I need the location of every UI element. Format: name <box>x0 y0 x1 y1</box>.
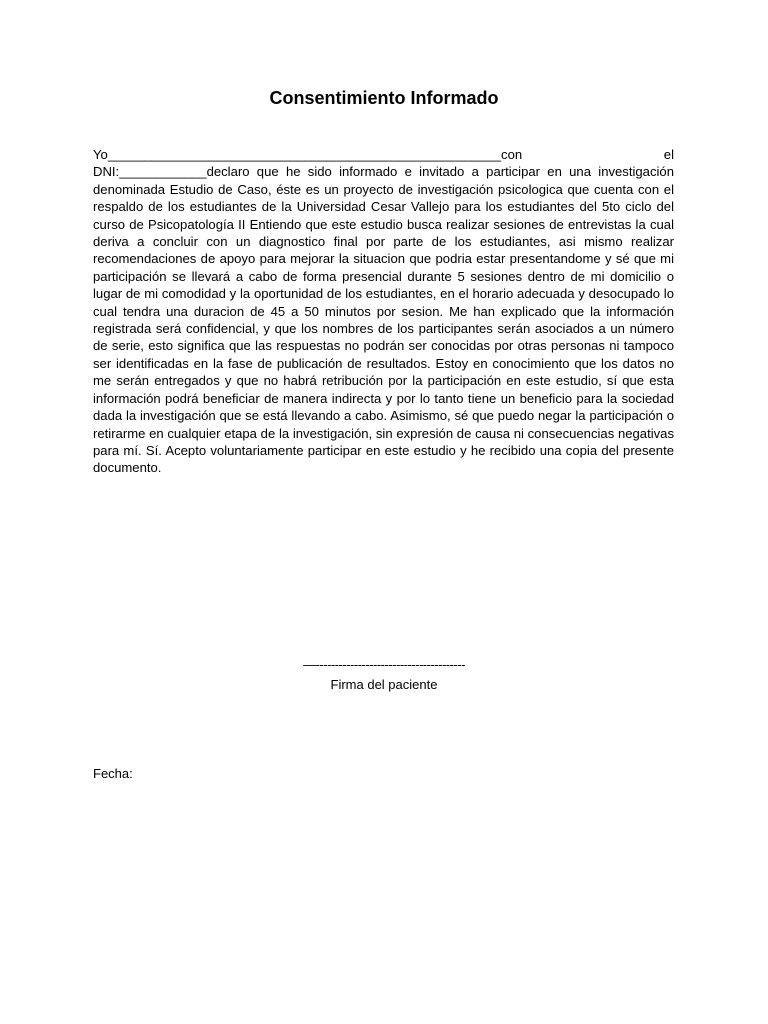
date-label: Fecha: <box>93 766 133 781</box>
signature-label: Firma del paciente <box>330 677 438 692</box>
first-line-end: el <box>663 147 674 162</box>
consent-first-line <box>93 146 674 163</box>
signature-block <box>0 657 768 695</box>
name-blank-line: Yo______________________________________________________con <box>93 147 523 162</box>
document-title: Consentimiento Informado <box>269 88 499 108</box>
consent-paragraph: DNI:____________declaro que he sido informado e invitado a participar en una investigación denominada Estudio de Caso, éste es un proyecto de investigación psicologica que cuenta con el respaldo de los estudiantes de la Universidad Cesar Vallejo para los estudiantes del 5to ciclo del curso de Psicopatología II Entiendo que este estudio busca realizar sesiones de entrevistas la cual deriva a concluir con un diagnostico final por parte de los estudiantes, asi mismo realizar recomendaciones de apoyo para mejorar la situacion que podria estar presentandome y sé que mi participación se llevará a cabo de forma presencial durante 5 sesiones dentro de mi domicilio o lugar de mi comodidad y la oportunidad de los estudiantes, en el horario adecuada y desocupado lo cual tendra una duracion de 45 a 50 minutos por sesion. Me han explicado que la información registrada será confidencial, y que los nombres de los participantes serán asociados a un número de serie, esto significa que las respuestas no podrán ser conocidas por otras personas ni tampoco ser identificadas en la fase de publicación de resultados. Estoy en conocimiento que los datos no me serán entregados y que no habrá retribución por la participación en este estudio, sí que esta información podrá beneficiar de manera indirecta y por lo tanto tiene un beneficio para la sociedad dada la investigación que se está llevando a cabo. Asimismo, sé que puedo negar la participación o retirarme en cualquier etapa de la investigación, sin expresión de causa ni consecuencias negativas para mí. Sí. Acepto voluntariamente participar en este estudio y he recibido una copia del presente documento. <box>93 164 674 476</box>
consent-body <box>93 146 674 477</box>
signature-line: —--------------------------------------- <box>303 657 465 672</box>
